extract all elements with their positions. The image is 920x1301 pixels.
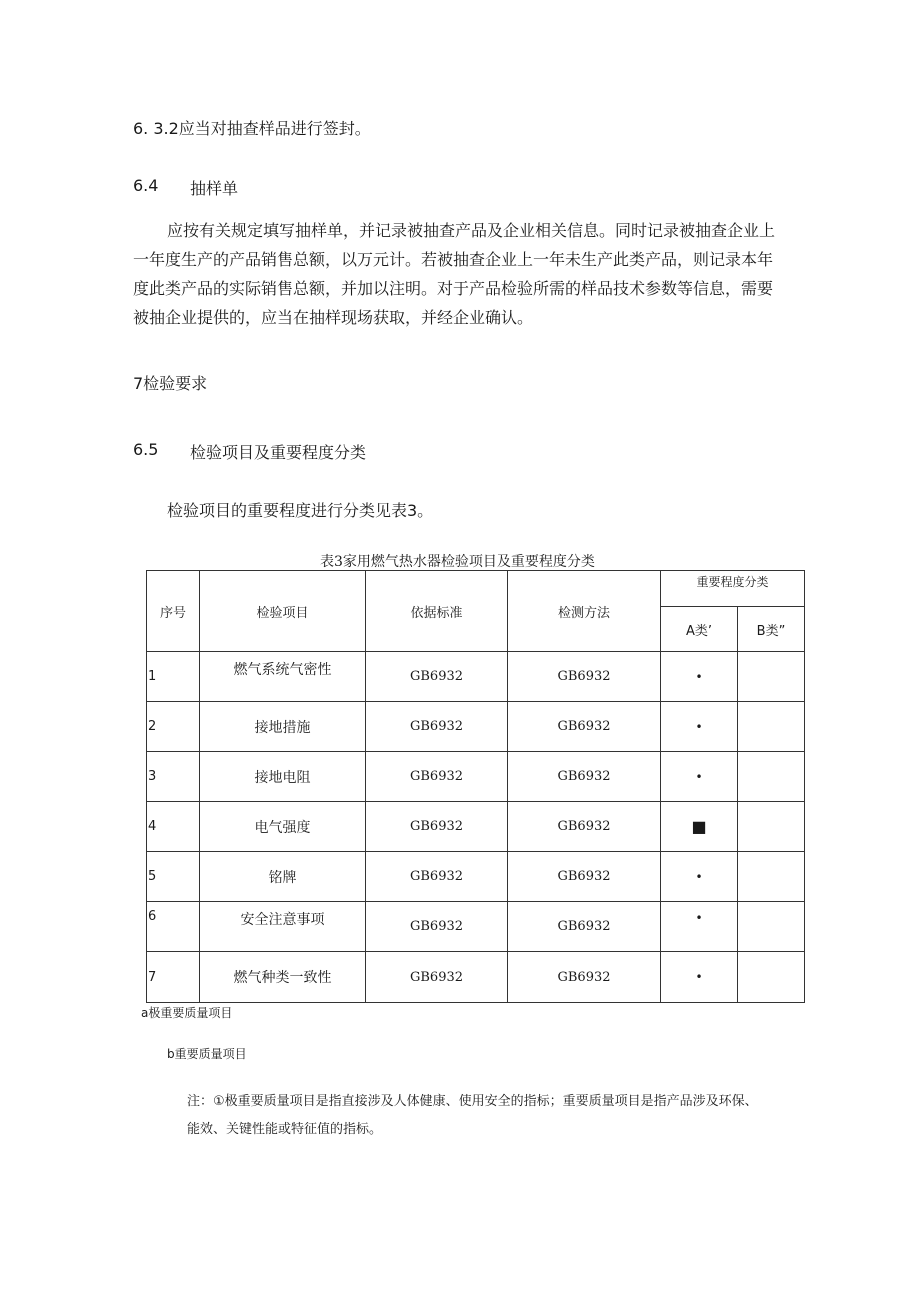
row-method: GB6932 xyxy=(508,952,661,1003)
header-class-b: B类” xyxy=(738,607,805,652)
row-standard: GB6932 xyxy=(366,702,508,752)
row-standard: GB6932 xyxy=(366,902,508,952)
row-method: GB6932 xyxy=(508,852,661,902)
row-class-a-mark: • xyxy=(661,752,738,802)
row-class-b-mark xyxy=(738,652,805,702)
section-6-5-text: 检验项目的重要程度进行分类见表3。 xyxy=(167,501,434,520)
note-block xyxy=(187,1090,758,1142)
paragraph-line: 应按有关规定填写抽样单，并记录被抽查产品及企业相关信息。同时记录被抽查企业上 xyxy=(167,221,776,240)
row-class-a-mark: ■ xyxy=(661,802,738,852)
row-class-a-mark: • xyxy=(661,702,738,752)
row-class-a-mark: • xyxy=(661,852,738,902)
row-item: 接地措施 xyxy=(200,702,366,752)
row-class-b-mark xyxy=(738,952,805,1003)
row-method: GB6932 xyxy=(508,702,661,752)
section-6-4-title: 抽样单 xyxy=(190,179,239,198)
section-6-3-2: 6. 3.2应当对抽查样品进行签封。 xyxy=(133,119,371,138)
row-standard: GB6932 xyxy=(366,752,508,802)
footnote-b: b重要质量项目 xyxy=(167,1047,247,1061)
section-6-4-number: 6.4 xyxy=(133,176,159,195)
row-class-b-mark xyxy=(738,852,805,902)
row-standard: GB6932 xyxy=(366,652,508,702)
paragraph-line: 度此类产品的实际销售总额，并加以注明。对于产品检验所需的样品技术参数等信息，需要 xyxy=(133,279,774,298)
row-number: 2 xyxy=(147,702,200,752)
row-number: 7 xyxy=(147,952,200,1003)
note-line: 能效、关键性能或特征值的指标。 xyxy=(187,1122,383,1137)
row-class-a-mark: • xyxy=(661,952,738,1003)
header-item: 检验项目 xyxy=(200,571,366,652)
row-method: GB6932 xyxy=(508,752,661,802)
section-6-4-paragraph xyxy=(133,216,823,332)
note-line: 注：①极重要质量项目是指直接涉及人体健康、使用安全的指标；重要质量项目是指产品涉及环保、 xyxy=(187,1094,758,1109)
row-item: 电气强度 xyxy=(200,802,366,852)
row-item: 燃气系统气密性 xyxy=(200,652,366,702)
row-class-b-mark xyxy=(738,752,805,802)
footnote-a: a极重要质量项目 xyxy=(141,1006,233,1020)
row-class-a-mark: • xyxy=(661,902,738,952)
table-row xyxy=(147,752,805,802)
row-method: GB6932 xyxy=(508,802,661,852)
row-item: 燃气种类一致性 xyxy=(200,952,366,1003)
row-number: 6 xyxy=(147,902,200,952)
table-row xyxy=(147,802,805,852)
table-row xyxy=(147,952,805,1003)
row-standard: GB6932 xyxy=(366,802,508,852)
table-row xyxy=(147,852,805,902)
header-no: 序号 xyxy=(147,571,200,652)
table-row xyxy=(147,702,805,752)
section-6-5-title: 检验项目及重要程度分类 xyxy=(190,443,367,462)
table-row xyxy=(147,902,805,952)
header-class-a: A类’ xyxy=(661,607,738,652)
row-standard: GB6932 xyxy=(366,852,508,902)
table-caption: 表3家用燃气热水器检验项目及重要程度分类 xyxy=(320,554,595,570)
row-number: 4 xyxy=(147,802,200,852)
header-standard: 依据标准 xyxy=(366,571,508,652)
paragraph-line: 一年度生产的产品销售总额，以万元计。若被抽查企业上一年未生产此类产品，则记录本年 xyxy=(133,250,774,269)
row-standard: GB6932 xyxy=(366,952,508,1003)
row-item: 铭牌 xyxy=(200,852,366,902)
section-6-5-number: 6.5 xyxy=(133,440,159,459)
row-number: 3 xyxy=(147,752,200,802)
header-method: 检测方法 xyxy=(508,571,661,652)
paragraph-line: 被抽企业提供的，应当在抽样现场获取，并经企业确认。 xyxy=(133,308,534,327)
table-row xyxy=(147,652,805,702)
row-item: 安全注意事项 xyxy=(200,902,366,952)
inspection-table xyxy=(146,570,805,1003)
row-method: GB6932 xyxy=(508,652,661,702)
row-class-b-mark xyxy=(738,802,805,852)
row-item: 接地电阻 xyxy=(200,752,366,802)
section-7-title: 7检验要求 xyxy=(133,374,208,393)
row-number: 1 xyxy=(147,652,200,702)
row-method: GB6932 xyxy=(508,902,661,952)
row-number: 5 xyxy=(147,852,200,902)
row-class-b-mark xyxy=(738,702,805,752)
header-importance-group: 重要程度分类 xyxy=(661,571,805,607)
row-class-a-mark: • xyxy=(661,652,738,702)
row-class-b-mark xyxy=(738,902,805,952)
